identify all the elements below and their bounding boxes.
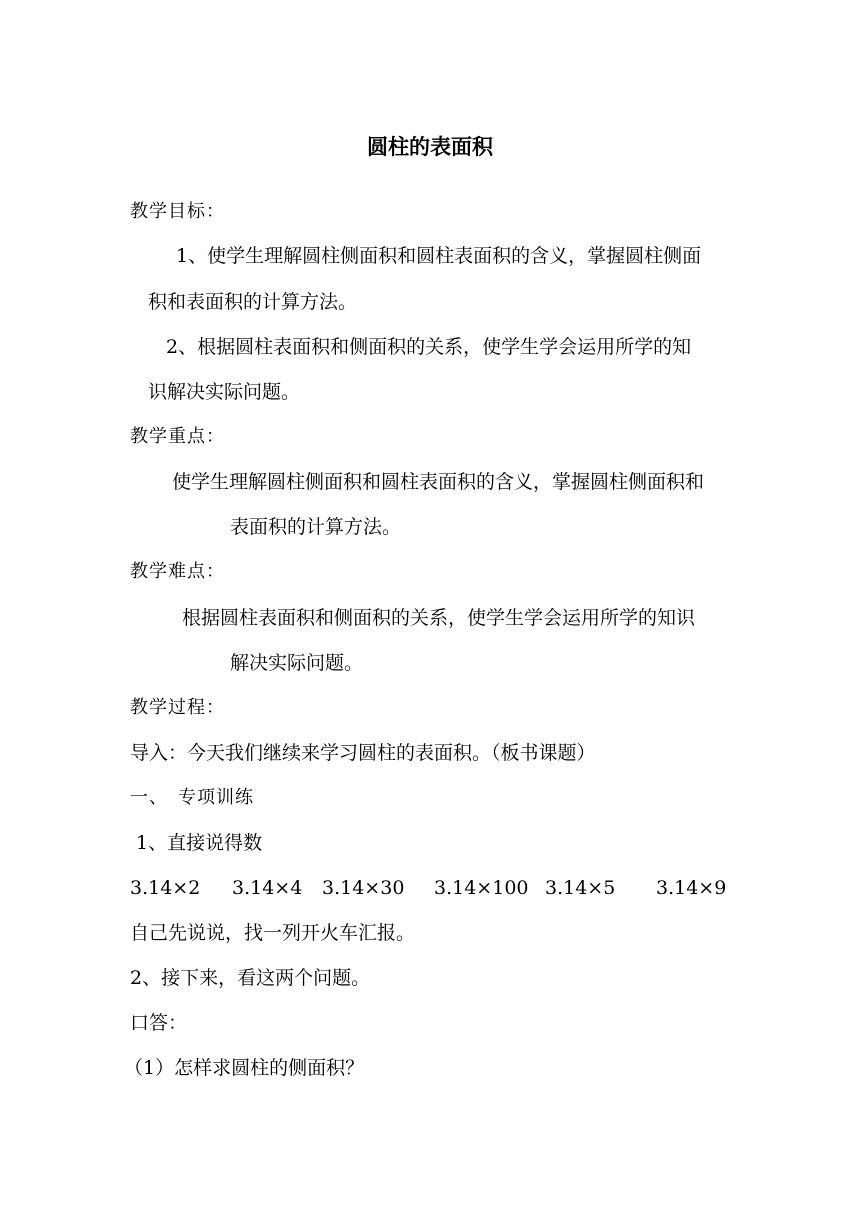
- document-title: 圆柱的表面积: [367, 135, 493, 159]
- key-points-heading: 教学重点：: [130, 426, 225, 447]
- step-1-text: 1、直接说得数: [136, 832, 263, 854]
- objective-2-line-1: 2、根据圆柱表面积和侧面积的关系，使学生学会运用所学的知: [166, 336, 692, 358]
- expression-item: 3.14×5: [545, 877, 616, 899]
- objective-1-line-1: 1、使学生理解圆柱侧面积和圆柱表面积的含义，掌握圆柱侧面: [176, 245, 702, 267]
- objectives-heading: 教学目标：: [130, 201, 225, 222]
- objective-2-line-2: 识解决实际问题。: [148, 381, 301, 403]
- key-points-line-2: 表面积的计算方法。: [230, 516, 402, 538]
- question-1-text: （1）怎样求圆柱的侧面积？: [124, 1057, 365, 1079]
- key-points-line-1: 使学生理解圆柱侧面积和圆柱表面积的含义，掌握圆柱侧面积和: [172, 471, 705, 493]
- oral-answer-label: 口答：: [130, 1012, 188, 1034]
- note-text: 自己先说说，找一列开火车汇报。: [130, 922, 416, 944]
- difficulties-heading: 教学难点：: [130, 561, 225, 582]
- expression-item: 3.14×30: [322, 877, 405, 899]
- step-2-text: 2、接下来，看这两个问题。: [130, 967, 371, 989]
- intro-text: 导入：今天我们继续来学习圆柱的表面积。（板书课题）: [130, 742, 596, 764]
- process-heading: 教学过程：: [130, 697, 225, 718]
- section-1-heading: 一、 专项训练: [130, 787, 254, 808]
- expression-item: 3.14×2: [130, 877, 201, 899]
- expression-item: 3.14×4: [232, 877, 303, 899]
- difficulties-line-1: 根据圆柱表面积和侧面积的关系，使学生学会运用所学的知识: [182, 607, 696, 629]
- objective-1-line-2: 积和表面积的计算方法。: [148, 291, 358, 313]
- difficulties-line-2: 解决实际问题。: [230, 652, 364, 674]
- expression-item: 3.14×9: [656, 877, 727, 899]
- expression-item: 3.14×100: [434, 877, 529, 899]
